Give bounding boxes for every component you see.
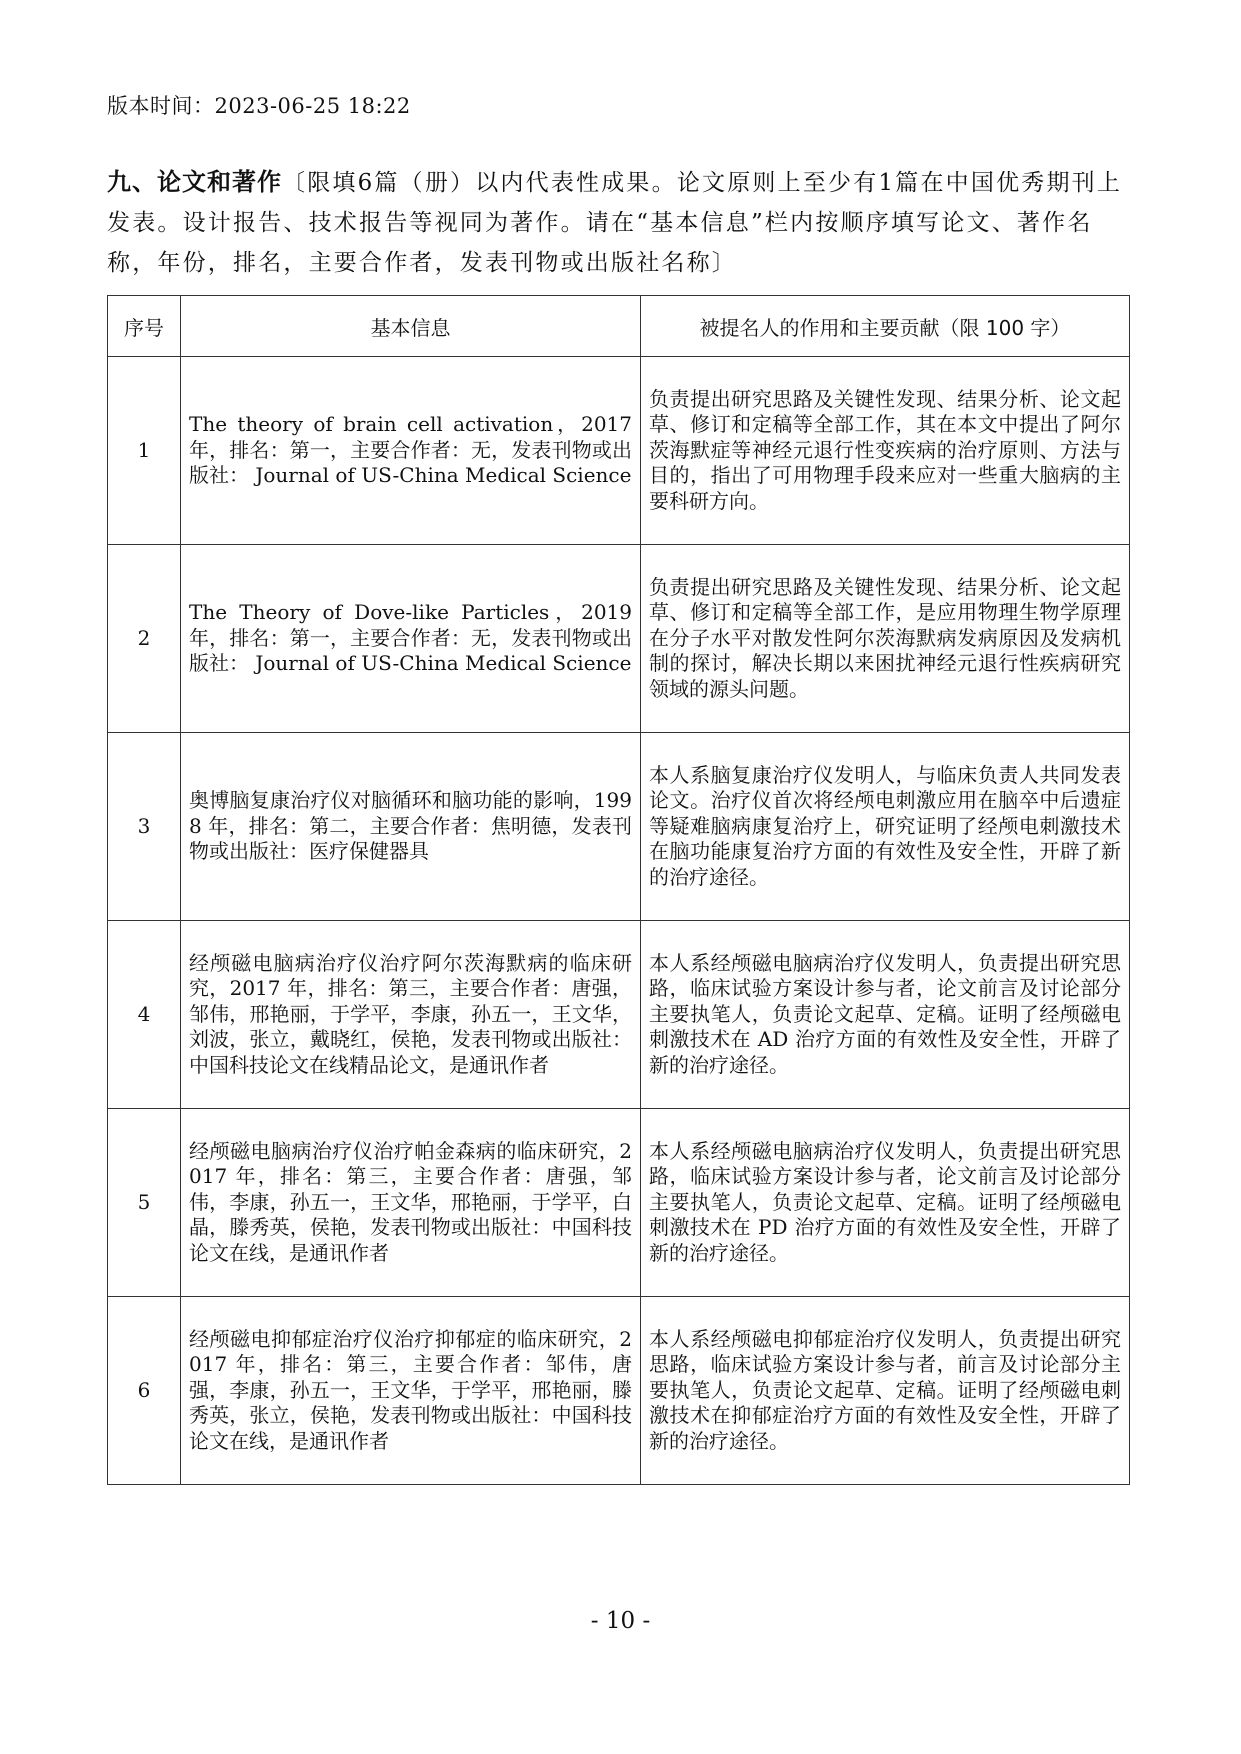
row-contribution: 负责提出研究思路及关键性发现、结果分析、论文起草、修订和定稿等全部工作，其在本文中提出了阿尔茨海默症等神经元退行性变疾病的治疗原则、方法与目的，指出了可用物理手段来应对一些重大脑病的主要科研方向。: [641, 357, 1130, 545]
row-info: 经颅磁电脑病治疗仪治疗阿尔茨海默病的临床研究，2017 年，排名：第三，主要合作者：唐强，邹伟，邢艳丽，于学平，李康，孙五一，王文华，刘波，张立，戴晓红，侯艳，发表刊物或出版社：中国科技论文在线精品论文，是通讯作者: [181, 921, 641, 1109]
section-note: 〔限填6篇（册）以内代表性成果。论文原则上至少有1篇在中国优秀期刊上发表。设计报告、技术报告等视同为著作。请在“基本信息”栏内按顺序填写论文、著作名称，年份，排名，主要合作者，发表刊物或出版社名称〕: [107, 170, 1123, 276]
header-info: 基本信息: [181, 296, 641, 357]
row-info: The theory of brain cell activation，2017年，排名：第一，主要合作者：无，发表刊物或出版社： Journal of US-China Medical Science: [181, 357, 641, 545]
row-index: 1: [108, 357, 181, 545]
table-row: [108, 1297, 1130, 1485]
row-info: 经颅磁电抑郁症治疗仪治疗抑郁症的临床研究，2017 年，排名：第三，主要合作者：邹伟，唐强，李康，孙五一，王文华，于学平，邢艳丽，滕秀英，张立，侯艳，发表刊物或出版社：中国科技论文在线，是通讯作者: [181, 1297, 641, 1485]
row-contribution: 本人系经颅磁电脑病治疗仪发明人，负责提出研究思路，临床试验方案设计参与者，论文前言及讨论部分主要执笔人，负责论文起草、定稿。证明了经颅磁电刺激技术在 PD 治疗方面的有效性及安全性，开辟了新的治疗途径。: [641, 1109, 1130, 1297]
table-row: [108, 1109, 1130, 1297]
row-contribution: 本人系经颅磁电抑郁症治疗仪发明人，负责提出研究思路，临床试验方案设计参与者，前言及讨论部分主要执笔人，负责论文起草、定稿。证明了经颅磁电刺激技术在抑郁症治疗方面的有效性及安全性，开辟了新的治疗途径。: [641, 1297, 1130, 1485]
table-row: [108, 357, 1130, 545]
row-info: The Theory of Dove-like Particles，2019年，排名：第一，主要合作者：无，发表刊物或出版社： Journal of US-China Medical Science: [181, 545, 641, 733]
row-index: 5: [108, 1109, 181, 1297]
table-row: [108, 921, 1130, 1109]
row-info: 经颅磁电脑病治疗仪治疗帕金森病的临床研究，2017 年，排名：第三，主要合作者：唐强，邹伟，李康，孙五一，王文华，邢艳丽，于学平，白晶，滕秀英，侯艳，发表刊物或出版社：中国科技论文在线，是通讯作者: [181, 1109, 641, 1297]
row-index: 4: [108, 921, 181, 1109]
table-row: [108, 733, 1130, 921]
row-index: 6: [108, 1297, 181, 1485]
table-header-row: [108, 296, 1130, 357]
row-info: 奥博脑复康治疗仪对脑循环和脑功能的影响，1998 年，排名：第二，主要合作者：焦明德，发表刊物或出版社：医疗保健器具: [181, 733, 641, 921]
row-contribution: 本人系经颅磁电脑病治疗仪发明人，负责提出研究思路，临床试验方案设计参与者，论文前言及讨论部分主要执笔人，负责论文起草、定稿。证明了经颅磁电刺激技术在 AD 治疗方面的有效性及安全性，开辟了新的治疗途径。: [641, 921, 1130, 1109]
section-title: [107, 162, 1137, 283]
row-contribution: 负责提出研究思路及关键性发现、结果分析、论文起草、修订和定稿等全部工作，是应用物理生物学原理在分子水平对散发性阿尔茨海默病发病原因及发病机制的探讨，解决长期以来困扰神经元退行性疾病研究领域的源头问题。: [641, 545, 1130, 733]
header-index: 序号: [108, 296, 181, 357]
row-index: 3: [108, 733, 181, 921]
version-time: 版本时间：2023-06-25 18:22: [107, 94, 411, 118]
page-number: - 10 -: [590, 1608, 651, 1634]
works-table: [107, 295, 1130, 1485]
row-index: 2: [108, 545, 181, 733]
row-contribution: 本人系脑复康治疗仪发明人，与临床负责人共同发表论文。治疗仪首次将经颅电刺激应用在脑卒中后遗症等疑难脑病康复治疗上，研究证明了经颅电刺激技术在脑功能康复治疗方面的有效性及安全性，开辟了新的治疗途径。: [641, 733, 1130, 921]
section-heading: 九、论文和著作: [107, 168, 282, 196]
header-contribution: 被提名人的作用和主要贡献（限 100 字）: [641, 296, 1130, 357]
table-row: [108, 545, 1130, 733]
